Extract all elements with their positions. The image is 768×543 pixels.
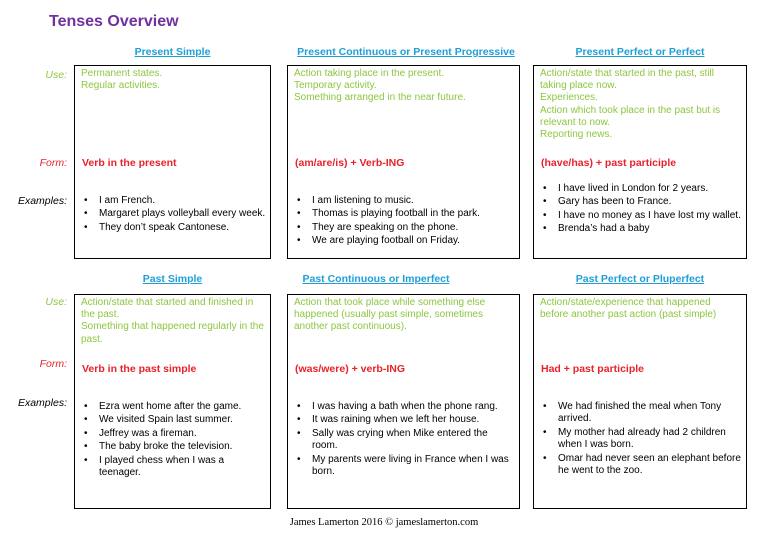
form-text: (am/are/is) + Verb-ING: [295, 157, 405, 169]
tense-card-past-perfect: [533, 294, 747, 509]
list-item: • Thomas is playing football in the park.: [312, 208, 515, 220]
list-item: • We visited Spain last summer.: [99, 414, 266, 426]
use-line: Regular activities.: [81, 80, 160, 92]
list-item: • We are playing football on Friday.: [312, 235, 515, 247]
examples-list: [288, 195, 515, 249]
list-item: • It was raining when we left her house.: [312, 414, 515, 426]
use-line: Something arranged in the near future.: [294, 92, 466, 104]
list-item: • I was having a bath when the phone rang.: [312, 401, 515, 413]
list-item: • My mother had already had 2 children when I was born.: [558, 427, 742, 452]
use-line: Action/state that started in the past, still taking place now.: [540, 68, 714, 92]
list-item: • Margaret plays volleyball every week.: [99, 208, 266, 220]
use-line: Action that took place while something else happened (usually past simple, sometimes another past continuous).: [294, 297, 486, 333]
examples-list: [288, 401, 515, 480]
tense-card-present-simple: [74, 65, 271, 259]
use-label-top: Use:: [45, 69, 67, 81]
list-item: • Ezra went home after the game.: [99, 401, 266, 413]
heading-present-continuous: Present Continuous or Present Progressive: [297, 46, 515, 58]
form-text: Verb in the present: [82, 157, 177, 169]
use-line: Action which took place in the past but is relevant to now.: [540, 104, 721, 128]
list-item: • I have no money as I have lost my wallet.: [558, 210, 742, 222]
form-text: Verb in the past simple: [82, 363, 197, 375]
list-item: • Omar had never seen an elephant before he went to the zoo.: [558, 453, 742, 478]
use-line: Something that happened regularly in the past.: [81, 321, 264, 345]
use-line: Experiences.: [540, 92, 598, 104]
list-item: • I have lived in London for 2 years.: [558, 183, 742, 195]
examples-list: [75, 195, 266, 235]
list-item: • I played chess when I was a teenager.: [99, 455, 266, 480]
examples-label-top: Examples:: [17, 195, 67, 207]
page-title: Tenses Overview: [49, 13, 179, 30]
use-text: [81, 297, 264, 346]
list-item: • Gary has been to France.: [558, 196, 742, 208]
use-text: [294, 68, 513, 105]
list-item: • We had finished the meal when Tony arrived.: [558, 401, 742, 426]
form-text: Had + past participle: [541, 363, 644, 375]
form-label-bottom: Form:: [39, 358, 67, 370]
heading-past-continuous: Past Continuous or Imperfect: [302, 273, 450, 285]
form-text: (was/were) + verb-ING: [295, 363, 405, 375]
use-label-bottom: Use:: [45, 296, 67, 308]
list-item: • They are speaking on the phone.: [312, 222, 515, 234]
examples-label-bottom: Examples:: [17, 397, 67, 409]
tense-card-present-continuous: [287, 65, 520, 259]
examples-list: [534, 183, 742, 237]
use-line: Reporting news.: [540, 129, 613, 141]
use-line: Action/state that started and finished in the past.: [81, 297, 254, 321]
use-text: [81, 68, 264, 92]
use-line: Action taking place in the present.: [294, 68, 445, 79]
list-item: • Jeffrey was a fireman.: [99, 428, 266, 440]
use-line: Permanent states.: [81, 68, 163, 79]
tense-card-past-continuous: [287, 294, 520, 509]
heading-present-perfect: Present Perfect or Perfect: [575, 46, 705, 58]
list-item: • They don’t speak Cantonese.: [99, 222, 266, 234]
list-item: • My parents were living in France when I was born.: [312, 454, 515, 479]
examples-list: [75, 401, 266, 481]
use-text: [540, 68, 740, 141]
heading-present-simple: Present Simple: [134, 46, 211, 58]
footer-credit: James Lamerton 2016 © jameslamerton.com: [289, 517, 479, 528]
examples-list: [534, 401, 742, 478]
form-text: (have/has) + past participle: [541, 157, 677, 169]
tense-card-past-simple: [74, 294, 271, 509]
heading-past-perfect: Past Perfect or Pluperfect: [575, 273, 705, 285]
list-item: • Sally was crying when Mike entered the room.: [312, 428, 515, 453]
form-label-top: Form:: [39, 157, 67, 169]
use-text: [540, 297, 740, 321]
tense-card-present-perfect: [533, 65, 747, 259]
use-line: Action/state/experience that happened before another past action (past simple): [540, 297, 717, 321]
list-item: • I am listening to music.: [312, 195, 515, 207]
list-item: • Brenda’s had a baby: [558, 223, 742, 235]
list-item: • The baby broke the television.: [99, 441, 266, 453]
use-text: [294, 297, 513, 334]
use-line: Temporary activity.: [294, 80, 377, 92]
heading-past-simple: Past Simple: [142, 273, 203, 285]
list-item: • I am French.: [99, 195, 266, 207]
